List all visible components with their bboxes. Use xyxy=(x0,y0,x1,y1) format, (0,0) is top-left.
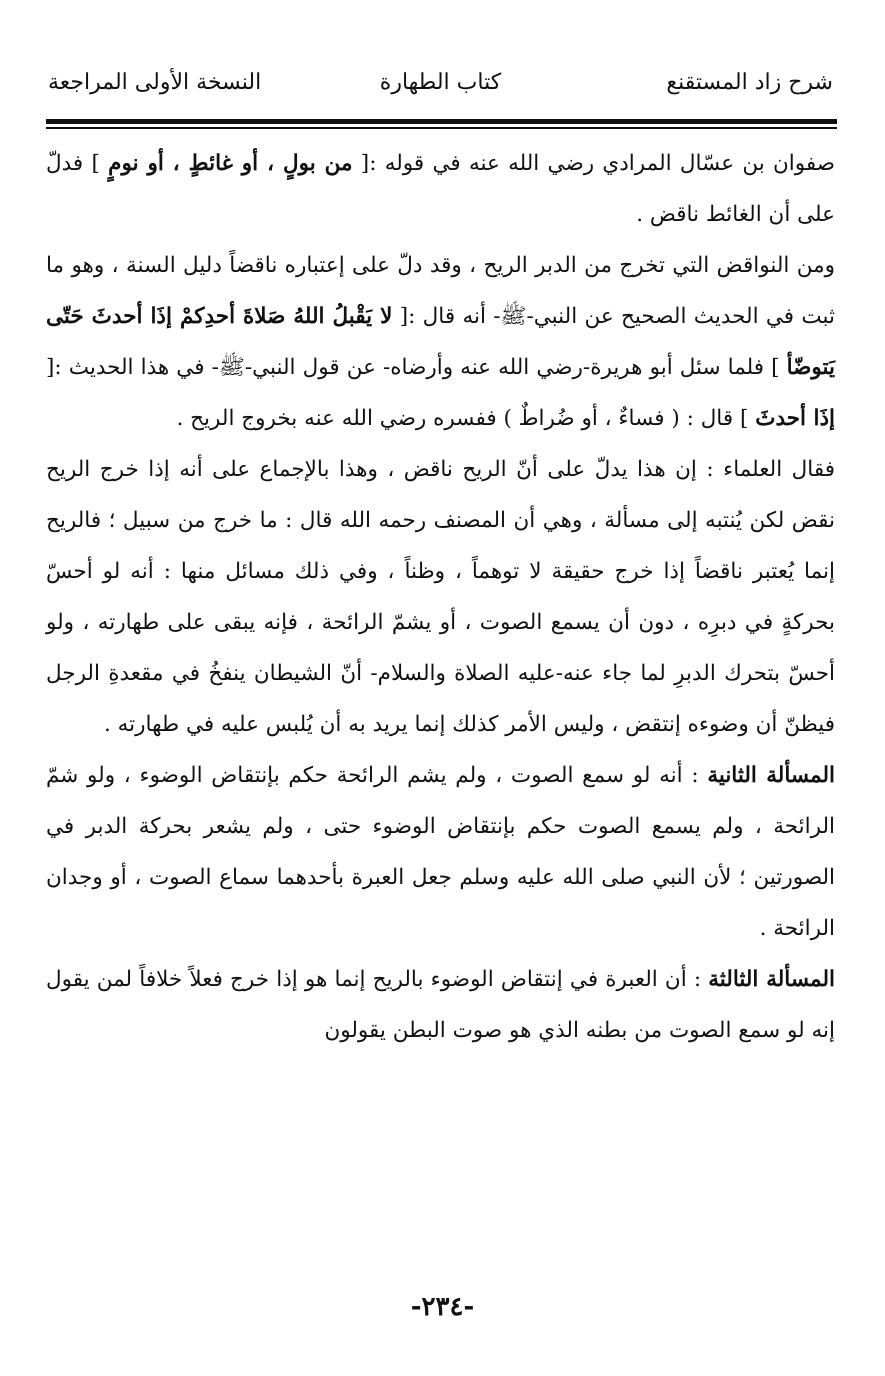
paragraph xyxy=(46,750,835,954)
paragraph xyxy=(46,444,835,750)
text-segment: ] قال : ( فساءٌ ، أو ضُراطٌ ) ففسره رضي الله عنه بخروج الريح . xyxy=(176,406,756,431)
book-title: شرح زاد المستقنع xyxy=(666,70,833,95)
page-header xyxy=(48,64,833,114)
text-segment: ] فلما سئل أبو هريرة-رضي الله عنه وأرضاه- عن قول النبي-ﷺ- في هذا الحديث :[ xyxy=(46,355,787,380)
text-segment: ] فدلّ على أن الغائط ناقض . xyxy=(46,151,835,227)
text-segment: فقال العلماء : إن هذا يدلّ على أنّ الريح ناقض ، وهذا بالإجماع على أنه إذا خرج الريح نقض لكن يُنتبه إلى مسألة ، وهي أن المصنف رحمه الله قال : ما خرج من سبيل ؛ فالريح إنما يُعتبر ناقضاً إذا خرج حقيقة لا توهماً ، وظناً ، وفي ذلك مسائل منها : أنه لو أحسّ بحركةٍ في دبرِه ، دون أن يسمع الصوت ، أو يشمّ الرائحة ، فإنه يبقى على طهارته ، ولو أحسّ بتحرك الدبرِ لما جاء عنه-عليه الصلاة والسلام- أنّ الشيطان ينفخُ في مقعدةِ الرجل فيظنّ أن وضوءه إنتقض ، وليس الأمر كذلك إنما يريد به أن يُلبس عليه في طهارته . xyxy=(46,457,835,737)
header-rule-thin xyxy=(46,127,837,129)
paragraph xyxy=(46,138,835,240)
paragraph xyxy=(46,240,835,444)
emphasized-text: المسألة الثالثة xyxy=(708,967,835,992)
text-segment: ومن النواقض التي تخرج من الدبر الريح ، وقد دلّ على إعتباره ناقضاً دليل السنة ، وهو ما ثبت في الحديث الصحيح عن النبي-ﷺ- أنه قال :[ xyxy=(46,253,835,329)
emphasized-text: لا يَقْبلُ اللهُ صَلاةَ أحدِكمْ إذَا أحدثَ حَتّى يَتوضّأ xyxy=(46,304,835,380)
paragraph xyxy=(46,954,835,1056)
text-segment: صفوان بن عسّال المرادي رضي الله عنه في قوله :[ xyxy=(352,151,835,176)
emphasized-text: إذَا أحدثَ xyxy=(755,406,835,431)
emphasized-text: المسألة الثانية xyxy=(707,763,836,788)
chapter-title: كتاب الطهارة xyxy=(379,70,502,95)
edition-label: النسخة الأولى المراجعة xyxy=(48,70,262,95)
page-number: -٢٣٤- xyxy=(410,1292,475,1322)
text-segment: : أنه لو سمع الصوت ، ولم يشم الرائحة حكم بإنتقاض الوضوء ، ولو شمّ الرائحة ، ولم يسمع الصوت حكم بإنتقاض الوضوء حتى ، ولم يشعر بحركة الدبر في الصورتين ؛ لأن النبي صلى الله عليه وسلم جعل العبرة بأحدهما سماع الصوت ، أو وجدان الرائحة . xyxy=(46,763,835,941)
text-segment: : أن العبرة في إنتقاض الوضوء بالريح إنما هو إذا خرج فعلاً خلافاً لمن يقول إنه لو سمع الصوت من بطنه الذي هو صوت البطن يقولون xyxy=(46,967,835,1043)
emphasized-text: من بولٍ ، أو غائطٍ ، أو نومٍ xyxy=(108,151,353,176)
header-rule-thick xyxy=(46,119,837,124)
page-body xyxy=(46,138,835,1056)
